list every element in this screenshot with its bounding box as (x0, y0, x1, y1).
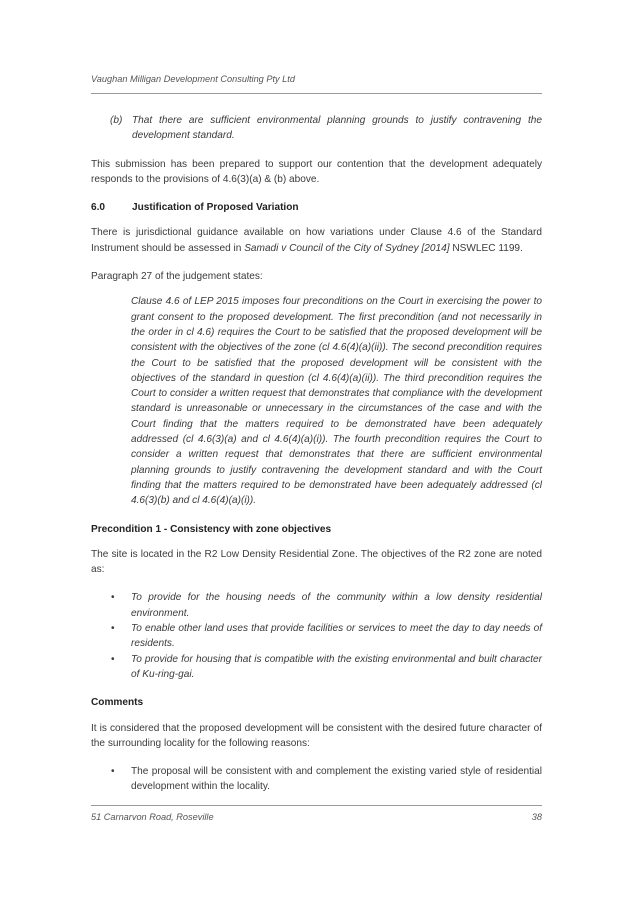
submission-paragraph: This submission has been prepared to support our contention that the development adequately responds to the provisions of 4.6(3)(a) & (b) above. (91, 158, 542, 185)
precondition-heading: Precondition 1 - Consistency with zone objectives (91, 523, 332, 535)
list-item-b (91, 113, 542, 144)
bullet-icon: • (111, 592, 115, 604)
objective-text: To provide for housing that is compatible with the existing environmental and built character of Ku-ring-gai. (131, 653, 542, 680)
section-heading (91, 200, 542, 215)
zone-objectives-list (91, 590, 542, 682)
objective-text: To provide for the housing needs of the community within a low density residential environment. (131, 592, 542, 619)
judgement-quote: Clause 4.6 of LEP 2015 imposes four preconditions on the Court in exercising the power to grant consent to the proposed development. The first precondition (and not necessarily in the order in cl 4.6) requires the Court to be satisfied that the proposed development will be consistent with the objectives of the zone (cl 4.6(4)(a)(ii)). The second precondition requires the Court to be satisfied that the proposed development will be consistent with the objectives of the standard in question (cl 4.6(4)(a)(ii)). The third precondition requires the Court to consider a written request that demonstrates that compliance with the development standard is unreasonable or unnecessary in the circumstances of the case and with the Court finding that the matters required to be demonstrated have been adequately addressed (cl 4.6(3)(a) and cl 4.6(4)(a)(i)). The fourth precondition requires the Court to consider a written request that demonstrates that there are sufficient environmental planning grounds to justify contravening the development standard and with the Court finding that the matters required to be demonstrated have been adequately addressed (cl 4.6(3)(b) and cl 4.6(4)(a)(i)). (131, 296, 542, 507)
page-body (91, 113, 542, 795)
reasons-list (91, 764, 542, 795)
list-item-b-label: (b) (110, 115, 123, 126)
objective-text: To enable other land uses that provide facilities or services to meet the day to day needs of residents. (131, 623, 542, 650)
guidance-paragraph (91, 225, 542, 256)
considered-paragraph: It is considered that the proposed development will be consistent with the desired future character of the surrounding locality for the following reasons: (91, 722, 542, 749)
section-number: 6.0 (91, 202, 106, 214)
site-paragraph: The site is located in the R2 Low Density Residential Zone. The objectives of the R2 zone are noted as: (91, 548, 542, 576)
running-header: Vaughan Milligan Development Consulting Pty Ltd (91, 74, 295, 84)
running-footer (91, 812, 542, 822)
list-item-b-text: That there are sufficient environmental planning grounds to justify contravening the development standard. (132, 115, 542, 142)
comments-heading: Comments (91, 697, 144, 709)
reason-text: The proposal will be consistent with and complement the existing varied style of residential development within the locality. (131, 766, 542, 793)
header-divider (91, 93, 542, 94)
section-title: Justification of Proposed Variation (132, 202, 299, 214)
list-item (91, 621, 542, 652)
bullet-icon: • (111, 766, 115, 778)
footer-address: 51 Carnarvon Road, Roseville (91, 812, 214, 822)
paragraph-27-intro: Paragraph 27 of the judgement states: (91, 271, 263, 283)
guidance-text-post: NSWLEC 1199. (449, 242, 523, 254)
page-number: 38 (531, 812, 542, 822)
footer-divider (91, 805, 542, 806)
list-item (91, 652, 542, 683)
bullet-icon: • (111, 623, 115, 635)
case-citation: Samadi v Council of the City of Sydney [2014] (244, 242, 450, 254)
list-item (91, 590, 542, 621)
bullet-icon: • (111, 653, 115, 665)
list-item (91, 764, 542, 795)
guidance-text-pre: There is jurisdictional guidance available on how variations under Clause 4.6 of the Standard Instrument should be assessed in (91, 227, 542, 254)
